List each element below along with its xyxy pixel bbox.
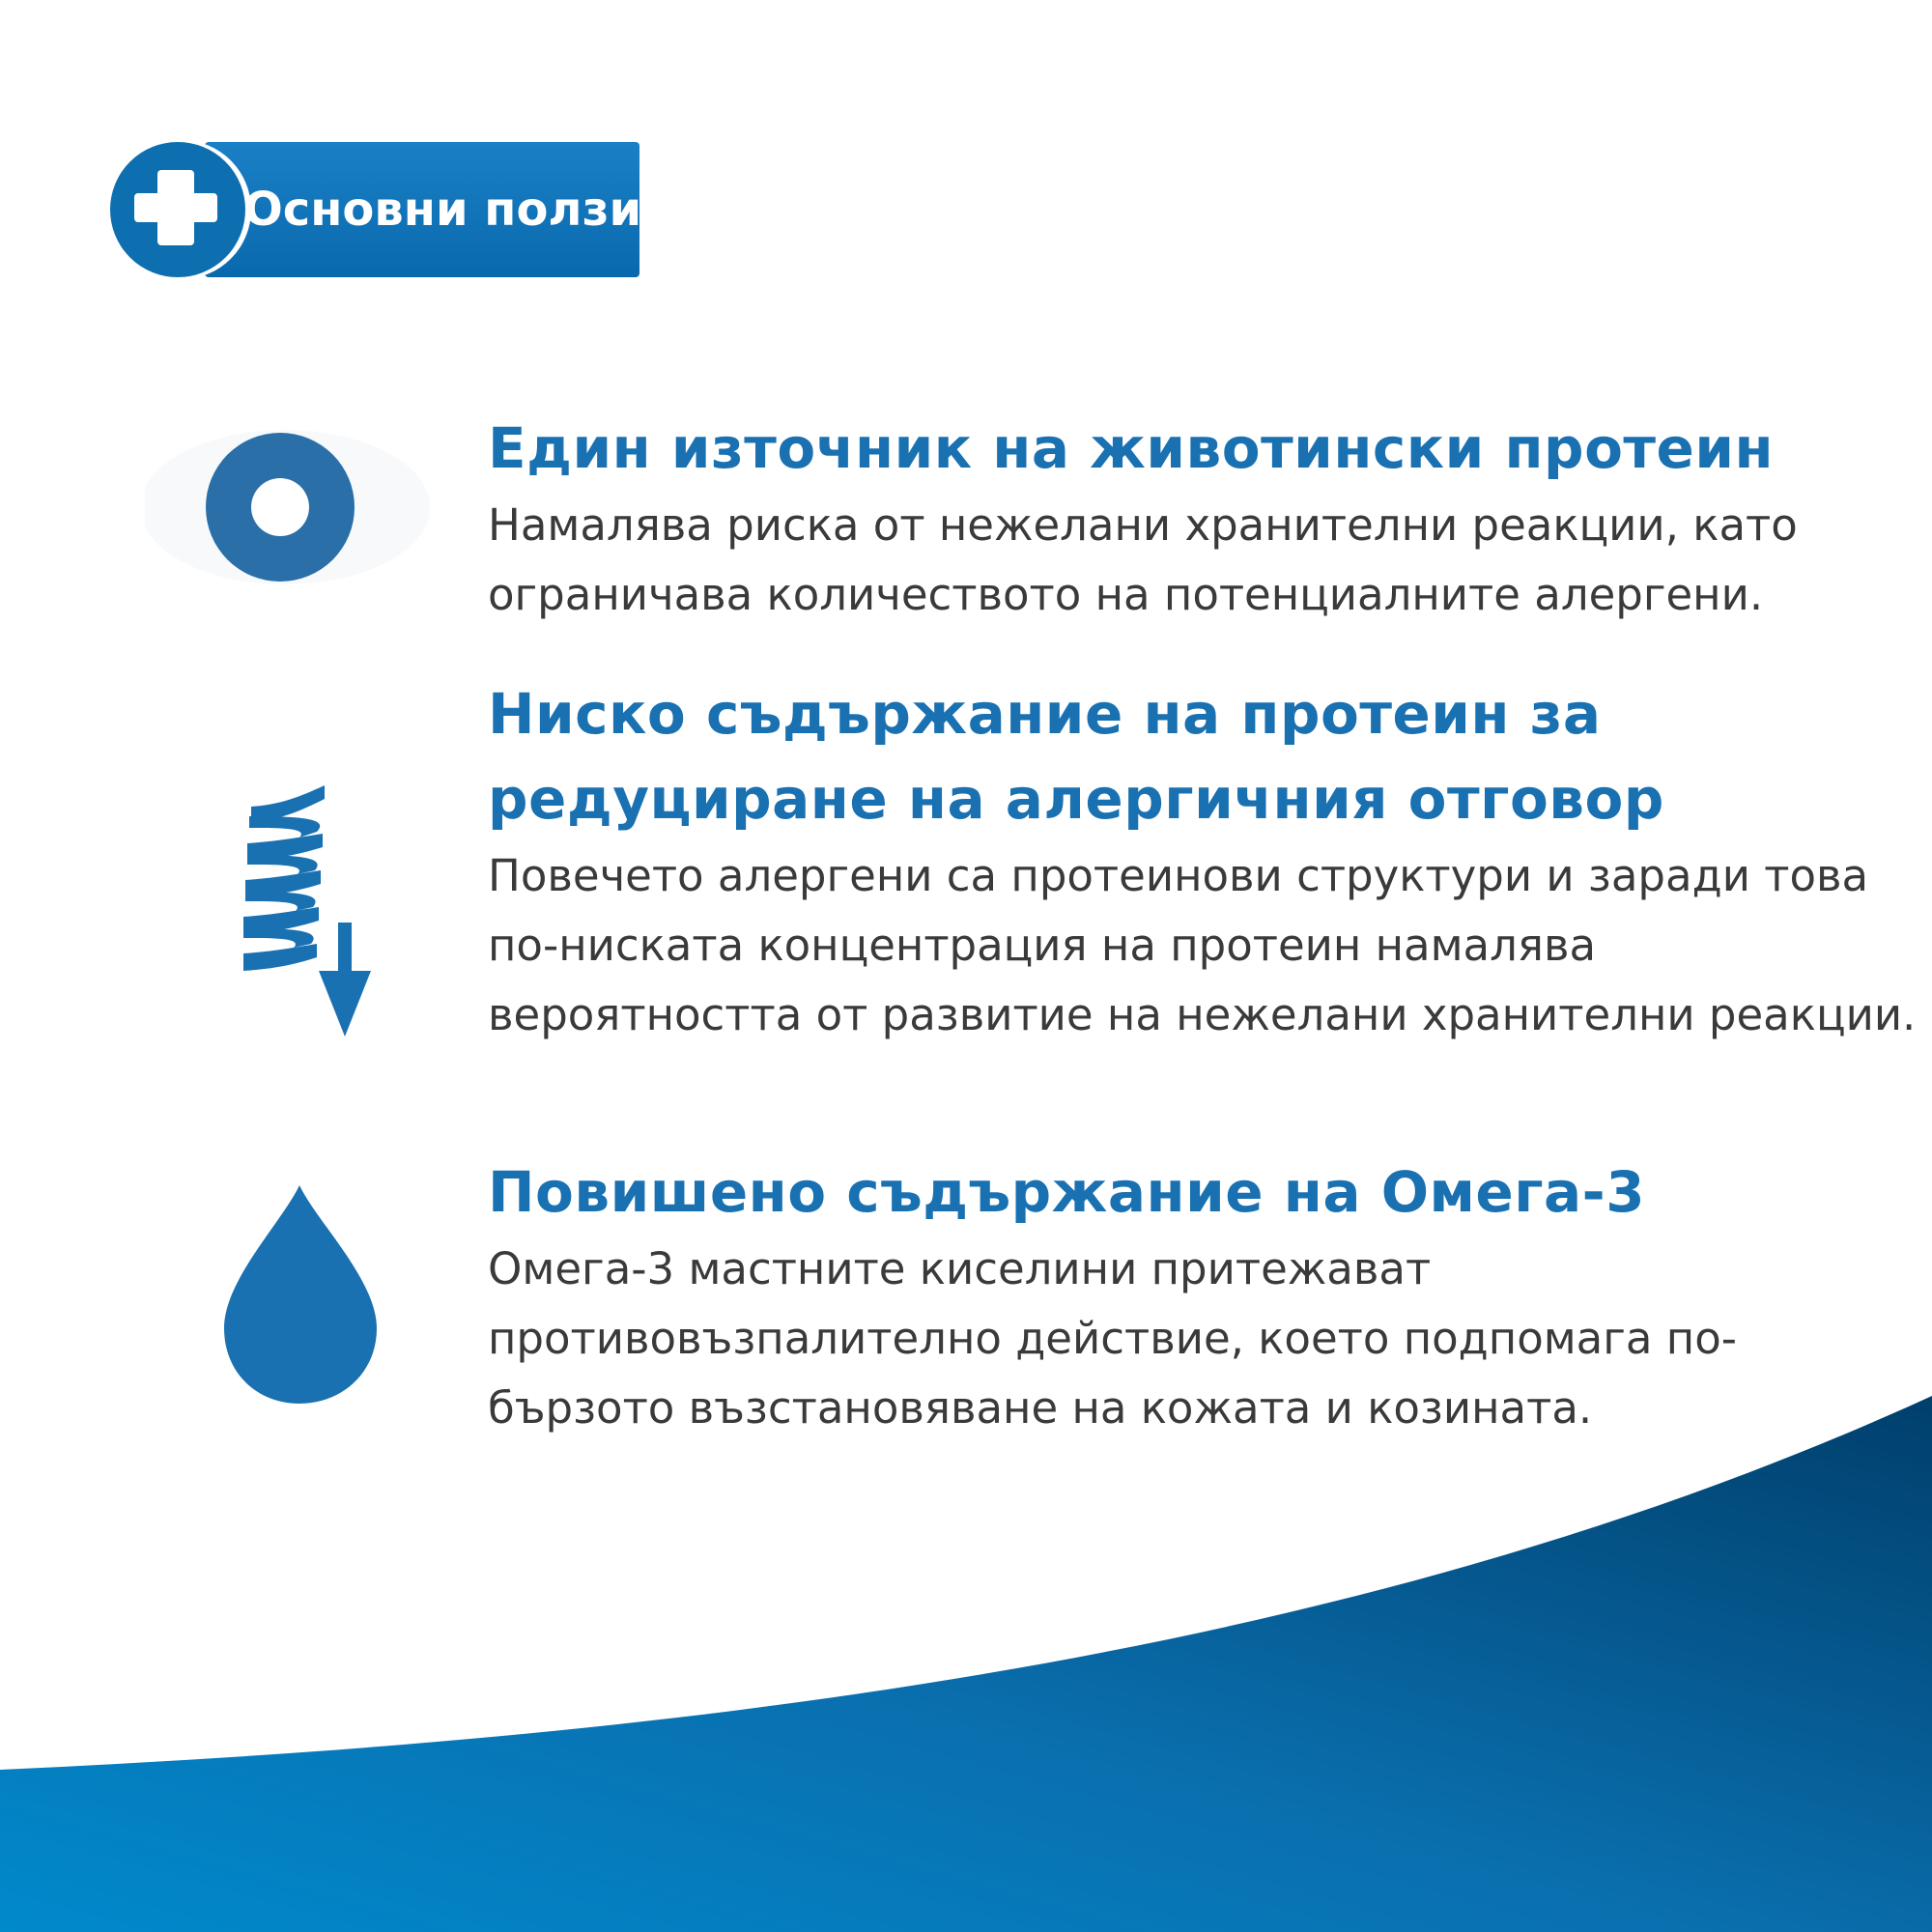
plus-icon: [108, 140, 243, 275]
benefit-item: [488, 671, 1918, 1050]
benefit-description: Омега-3 мастните киселини притежават противовъзпалително действие, което подпомага по-бързото възстановяване на кожата и козината.: [488, 1243, 1737, 1434]
benefit-title: Повишено съдържание на Омега-3: [488, 1159, 1646, 1225]
oil-drop-icon: [222, 1183, 377, 1406]
badge-title: Основни ползи: [243, 183, 642, 237]
protein-helix-down-arrow-icon: [242, 778, 382, 1038]
header-badge: [108, 140, 642, 279]
benefit-item: [488, 406, 1918, 630]
benefit-title: Един източник на животински протеин: [488, 415, 1775, 481]
ring-icon: [145, 415, 444, 599]
benefit-description: Намалява риска от нежелани хранителни реакции, като ограничава количеството на потенциалните алергени.: [488, 499, 1798, 620]
benefit-title: Ниско съдържание на протеин за редуциране на алергичния отговор: [488, 681, 1664, 832]
benefit-item: [488, 1150, 1918, 1443]
benefit-description: Повечето алергени са протеинови структури и заради това по-ниската концентрация на протеин намалява вероятността от развитие на нежелани хранителни реакции.: [488, 850, 1917, 1040]
